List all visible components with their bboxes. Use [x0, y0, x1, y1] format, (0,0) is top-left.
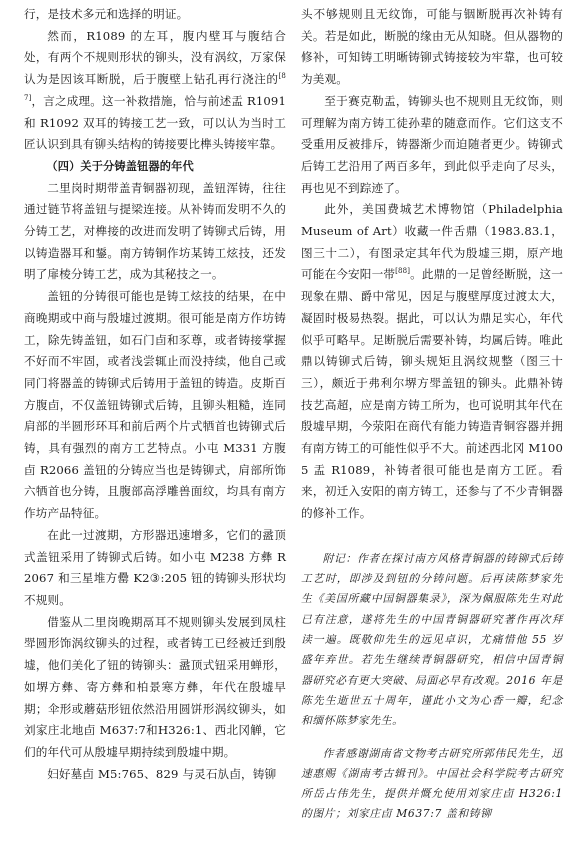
postscript: 附记：作者在探讨南方风格青铜器的铸铆式后铸工艺时，即涉及到钮的分铸问题。后再读陈梦家先生《美国所藏中国铜器集录》，深为佩服陈先生对此已有注意，遂将先生的中国青铜器研究著作再次拜读一遍。既敬仰先生的远见卓识，尤痛惜他 55 岁盛年弃世。若先生继续青铜器研究，相信中国青铜器研究必有更大突破、局面必早有改观。2016 年是陈先生逝世五十周年，谨此小文为心香一瓣，纪念和缅怀陈梦家先生。 — [301, 551, 563, 728]
paragraph-text: 然而，R1089 的左耳，腹内壁耳与腹结合处，有两个不规则形状的铆头，没有涡纹，万家保认为是因该耳断脱，后于腹壁上钻孔再行浇注的 — [24, 28, 286, 87]
paragraph-text: 。此鼎的一足曾经断脱，这一现象在鼎、爵中常见，因足与腹壁厚度过渡太大，凝固时极易热裂。据此，可以认为鼎足实心，年代似乎可略早。足断脱后需要补铸，均属后铸。唯此鼎以铸铆式后铸，铆头规矩且涡纹规整（图三十三），颇近于弗利尔堺方斝盖钮的铆头。此鼎补铸技艺高超，应是南方铸工所为，也可说明其年代在殷墟早期，今荥阳在商代有能力铸造青铜容器并拥有南方铸工的可能性似乎不大。前述西北冈 M1005 盂 R1089，补铸者很可能也是南方工匠。看来，初迁入安阳的南方铸工，还参与了不少青铜器的修补工作。 — [301, 267, 564, 521]
paragraph: 二里岗时期带盖青铜器初现，盖钮浑铸，往往通过链节将盖钮与提梁连接。从补铸而发明不久的分铸工艺，对榫接的改进而发明了铸铆式后铸，用以铸造器耳和鋬。南方铸铜作坊某铸工炫技，还发明了扉棱分铸工艺，成为其秘技之一。 — [24, 180, 286, 282]
paragraph: 妇好墓卣 M5:765、829 与灵石㫃卣，铸铆 — [47, 766, 277, 781]
left-column — [24, 4, 286, 785]
paragraph: 行，是技术多元和选择的明证。 — [24, 7, 189, 21]
paragraph: 盖钮的分铸很可能也是铸工炫技的结果，在中商晚期或中商与殷墟过渡期。很可能是南方作坊铸工，除先铸盖钮，如石门卣和豕尊，或者铸接掌握不好而不牢固，或者浅尝辄止而没持续，他自己或同门将器盖的铸铆式后铸用于盖钮的铸造。皮斯百方腹卣，不仅盖钮铸铆式后铸，且铆头粗糙，连同肩部的半圆形环耳和前后两个片式牺首也铸铆式后铸，具有强烈的南方工艺特点。小屯 M331 方腹卣 R2066 盖钮的分铸应当也是铸铆式，肩部所饰六牺首也分铸，且腹部高浮雕兽面纹，均具有南方作坊产品特征。 — [24, 289, 286, 521]
paragraph — [24, 26, 286, 156]
paragraph: 借鉴从二里岗晚期鬲耳不规则铆头发展到凤柱斝圆形饰涡纹铆头的过程，或者铸工已经被迁到殷墟，他们美化了钮的铸铆头：盝顶式钮采用蝉形，如堺方彝、寄方彝和柏景寒方彝，年代在殷墟早期；伞形或蘑菇形钮依然沿用圆饼形涡纹铆头，如刘家庄北地卣 M637:7和H326:1、西北冈觯，它们的年代可从殷墟早期持续到殷墟中期。 — [24, 614, 286, 759]
paragraph: 头不够规则且无纹饰，可能与铟断脱再次补铸有关。若是如此，断脱的缘由无从知晓。但从器物的修补，可知铸工明晰铸铆式铸接较为牢靠，也可较为美观。 — [301, 7, 563, 87]
section-heading: （四）关于分铸盖钮器的年代 — [46, 159, 194, 173]
paragraph-text: ，言之成理。这一补救措施，恰与前述盂 R1091 和 R1092 双耳的铸接工艺一致，可以认为当时工匠认识到具有铆头结构的铸接要比榫头铸接牢靠。 — [24, 93, 286, 152]
paragraph-text: 此外，美国费城艺术博物馆（Philadelphia Museum of Art）收藏一件舌鼎（1983.83.1，图三十二），有图录定其年代为殷墟三期，原产地可能在今安阳一带 — [301, 202, 563, 282]
paragraph — [301, 199, 563, 525]
acknowledgement: 作者感谢湖南省文物考古研究所郭伟民先生，迅速惠赐《湖南考古辑刊》。中国社会科学院考古研究所岳占伟先生，提供并慨允使用刘家庄卣 H326:1 的图片；刘家庄卣 M637:7 盖和铸铆 — [301, 746, 563, 821]
paragraph: 在此一过渡期，方形器迅速增多，它们的盝顶式盖钮采用了铸铆式后铸。如小屯 M238 方彝 R2067 和三星堆方罍 K2③:205 钮的铸铆头形状均不规则。 — [24, 527, 286, 607]
right-column — [301, 4, 563, 825]
citation-ref: [87] — [24, 72, 286, 102]
citation-ref: [88] — [395, 267, 411, 276]
paragraph: 至于赛克勒盂，铸铆头也不规则且无纹饰，则可理解为南方铸工徒孙辈的随意而作。它们这支不受重用反被排斥，铸器渐少而迫随者更少。铸铆式后铸工艺沿用了两百多年，到此似乎走向了尽头，再也见不到踪迹了。 — [301, 93, 563, 195]
